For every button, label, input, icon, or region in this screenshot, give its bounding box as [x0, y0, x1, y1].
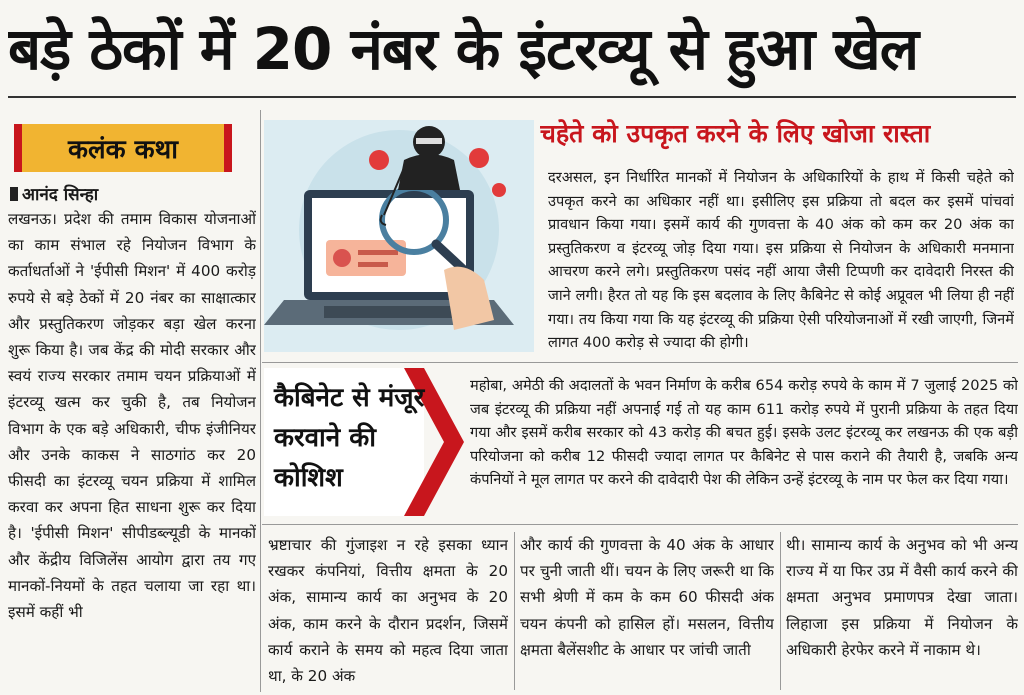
illustration	[264, 120, 534, 352]
bottom-column-2: और कार्य की गुणवत्ता के 40 अंक के आधार पर चुनी जाती थीं। चयन के लिए जरूरी था कि सभी श्रेणी में कम के कम 60 फीसदी अंक चयन कंपनी को हासिल हों। मसलन, वित्तीय क्षमता बैलेंसशीट के आधार पर जांची जाती	[520, 536, 774, 659]
paragraph-2: दरअसल, इन निर्धारित मानकों में नियोजन के अधिकारियों के हाथ में किसी चहेते को उपकृत करने का अधिकार नहीं था। इसीलिए इस प्रक्रिया तो बदल कर इसमें पांचवां प्रावधान किया गया। इसमें कार्य की गुणवत्ता के 40 अंक को कम कर 20 अंक का प्रस्तुतिकरण व इंटरव्यू जोड़ दिया गया। इस प्रक्रिया से नियोजन के अधिकारी मनमाना आचरण करने लगे। प्रस्तुतिकरण पसंद नहीं आया जैसी टिप्पणी कर दावेदारी निरस्त की जाने लगी। हैरत तो यह कि इस बदलाव के लिए कैबिनेट से कोई अप्रूवल भी लिया ही नहीं गया। तय किया गया कि यह इंटरव्यू की प्रक्रिया ऐसी परियोजनाओं में रखी जाएगी, जिनमें लागत 400 करोड़ से ज्यादा की होगी।	[548, 169, 1014, 352]
byline-name: आनंद सिन्हा	[22, 185, 99, 205]
subheading: चहेते को उपकृत करने के लिए खोजा रास्ता	[540, 119, 931, 148]
headline: बड़े ठेकों में 20 नंबर के इंटरव्यू से हुआ खेल	[8, 15, 919, 83]
byline-marker-icon	[10, 187, 18, 201]
headline-rule	[8, 96, 1016, 98]
column-divider	[260, 110, 261, 692]
bottom-divider-1	[514, 532, 515, 690]
bottom-column-3: थी। सामान्य कार्य के अनुभव को भी अन्य राज्य में या फिर उप्र में वैसी कार्य करने की क्षमता अनुभव प्रमाणपत्र देखा जाता। लिहाजा इस प्रक्रिया में नियोजन के अधिकारी हेरफेर करने में नाकाम थे।	[786, 536, 1018, 659]
column-1-text: लखनऊ। प्रदेश की तमाम विकास योजनाओं का काम संभाल रहे नियोजन विभाग के कर्ताधर्ताओं ने 'ईपीसी मिशन' में 400 करोड़ रुपये से बड़े ठेकों में 20 नंबर का साक्षात्कार और प्रस्तुतिकरण जोड़कर बड़ा खेल करना शुरू किया है। जब केंद्र की मोदी सरकार और स्वयं राज्य सरकार तमाम चयन प्रक्रियाओं में इंटरव्यू खत्म कर चुकी है, तब नियोजन विभाग के एक बड़े अधिकारी, चीफ इंजीनियर और उनके काकस ने साठगांठ कर 20 फीसदी का इंटरव्यू चयन प्रक्रिया में शामिल करवा कर अपना हित साधना शुरू कर दिया है। 'ईपीसी मिशन' सीपीडब्ल्यूडी के मानकों और केंद्रीय विजिलेंस आयोग द्वारा तय गए मानकों-नियमों के तहत चलाया जा रहा था। इसमें कहीं भी	[8, 210, 256, 622]
section-divider-top	[262, 362, 1018, 363]
bottom-divider-2	[780, 532, 781, 690]
byline	[10, 182, 98, 205]
section-divider-bottom	[262, 524, 1018, 525]
section-label: कलंक कथा	[14, 124, 232, 172]
cabinet-heading: कैबिनेट से मंजूर करवाने की कोशिश	[274, 383, 425, 493]
bottom-column-1: भ्रष्टाचार की गुंजाइश न रहे इसका ध्यान रखकर कंपनियां, वित्तीय क्षमता के 20 अंक, सामान्य कार्य का अनुभव के 20 अंक, काम करने के दौरान प्रदर्शन, जिसमें कार्य कराने के समय को महत्व दिया जाता था, के 20 अंक	[268, 536, 508, 686]
paragraph-3: महोबा, अमेठी की अदालतों के भवन निर्माण के करीब 654 करोड़ रुपये के काम में 7 जुलाई 2025 को जब इंटरव्यू की प्रक्रिया नहीं अपनाई गई तो यह काम 611 करोड़ रुपये में पुरानी प्रक्रिया के तहत दिया गया और इसमें करीब सरकार को 43 करोड़ की बचत हुई। इसके उलट इंटरव्यू कर लखनऊ की एक बड़ी परियोजना को करीब 12 फीसदी ज्यादा लागत पर कैबिनेट से पास कराने की तैयारी है, जबकि अन्य कंपनियों ने मूल लागत पर करने की दावेदारी पेश की लेकिन उन्हें इंटरव्यू के नाम पर फेल कर दिया गया।	[470, 377, 1018, 489]
hacker-laptop-illustration	[264, 120, 534, 352]
